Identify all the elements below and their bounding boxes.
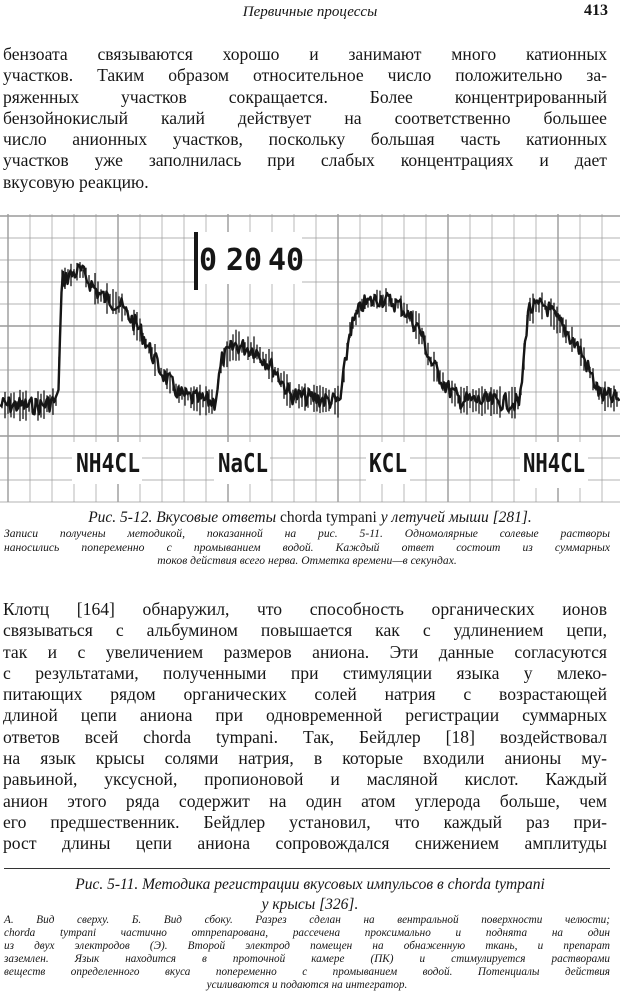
text-line: анион этого ряда содержит на один атом углерода больше, чем bbox=[3, 790, 607, 811]
page-number: 413 bbox=[584, 2, 608, 19]
stimulus-label-text: NH4CL bbox=[76, 449, 140, 479]
figure-5-11-caption bbox=[0, 875, 620, 915]
text-line: его предшественник. Бейдлер установил, что каждый раз при- bbox=[3, 811, 607, 832]
note-line: усиливаются и подаются на интегратор. bbox=[206, 978, 408, 991]
text-line: бензоата связываются хорошо и занимают много катионных bbox=[3, 44, 607, 64]
stimulus-label-text: KCL bbox=[369, 449, 407, 479]
time-mark-label: 20 bbox=[226, 243, 263, 278]
caption-term: chorda tympani bbox=[279, 509, 377, 526]
figure-5-12-caption bbox=[0, 509, 620, 527]
caption-line: Рис. 5-11. Методика регистрации вкусовых импульсов в chorda tympani bbox=[75, 876, 545, 893]
note-line: наносились попеременно с промыванием водой. Каждый ответ состоит из суммарных bbox=[4, 540, 610, 554]
text-line: вкусовую реакцию. bbox=[3, 171, 149, 192]
note-line: заземлен. Язык находится в проточной камере (ПК) и стимулируется растворами bbox=[4, 952, 610, 965]
text-line: Клотц [164] обнаружил, что способность органических ионов bbox=[3, 599, 607, 619]
text-line: рост длины цепи аниона сопровождался снижением амплитуды bbox=[3, 833, 607, 854]
paragraph-1 bbox=[3, 44, 607, 193]
figure-5-12-recording bbox=[0, 210, 620, 505]
footnote-divider bbox=[4, 868, 610, 869]
note-line: из двух электродов (Э). Второй электрод помещен на обнаженную ткань, и препарат bbox=[4, 939, 610, 952]
text-line: ответов всей chorda tympani. Так, Бейдлер [18] воздействовал bbox=[3, 726, 607, 747]
text-line: равьиной, уксусной, пропионовой и масляной кислот. Каждый bbox=[3, 769, 607, 790]
note-line: Записи получены методикой, показанной на рис. 5-11. Одномолярные солевые растворы bbox=[4, 527, 610, 540]
caption-prefix: Рис. 5-12. bbox=[88, 509, 153, 526]
nerve-recording-image bbox=[0, 210, 620, 505]
stimulus-label-text: NaCL bbox=[218, 449, 268, 479]
text-line: длиной цепи аниона при одновременной регистрации суммарных bbox=[3, 705, 607, 726]
figure-5-12-note bbox=[4, 527, 610, 568]
text-line: питающих рядом органических солей натрия с возрастающей bbox=[3, 684, 607, 705]
text-line: участков уже заполнилась при слабых концентрациях и дает bbox=[3, 150, 607, 171]
text-line: с результатами, полученными при стимуляции языка у млеко- bbox=[3, 662, 607, 683]
caption-tail: у летучей мыши [281]. bbox=[380, 509, 532, 526]
stimulus-label bbox=[520, 442, 588, 488]
running-title: Первичные процессы bbox=[242, 4, 378, 20]
text-line: так и с увеличением размеров аниона. Эти данные согласуются bbox=[3, 641, 607, 662]
stimulus-label bbox=[72, 442, 142, 484]
running-head bbox=[0, 2, 620, 24]
stimulus-label bbox=[366, 442, 410, 484]
note-line: chorda tympani частично отпрепарована, рассечена проксимально и поднята на один bbox=[4, 926, 610, 939]
text-line: связываться с альбумином повышается как с удлинением цепи, bbox=[3, 620, 607, 641]
caption-text: Вкусовые ответы bbox=[156, 509, 277, 526]
time-mark-label: 0 bbox=[199, 243, 218, 278]
time-mark-label: 40 bbox=[268, 243, 305, 278]
caption-line: у крысы [326]. bbox=[261, 896, 359, 913]
text-line: на язык крысы солями натрия, в которые входили анионы му- bbox=[3, 748, 607, 769]
text-line: ряженных участков сокращается. Более концентрированный bbox=[3, 86, 607, 107]
paragraph-2 bbox=[3, 599, 607, 855]
figure-5-11-note bbox=[4, 914, 610, 991]
text-line: бензойнокислый калий действует на соответственно большее bbox=[3, 107, 607, 128]
stimulus-label-text: NH4CL bbox=[523, 449, 585, 479]
note-line: А. Вид сверху. Б. Вид сбоку. Разрез сделан на вентральной поверхности челюсти; bbox=[4, 914, 610, 926]
stimulus-label bbox=[214, 442, 270, 484]
note-line: веществ определенного вкуса попеременно с промыванием водой. Потенциалы действия bbox=[4, 965, 610, 978]
text-line: участков. Таким образом относительное число положительно за- bbox=[3, 65, 607, 86]
text-line: число анионных участков, поскольку большая часть катионных bbox=[3, 129, 607, 150]
note-line: токов действия всего нерва. Отметка времени—в секундах. bbox=[157, 554, 457, 568]
